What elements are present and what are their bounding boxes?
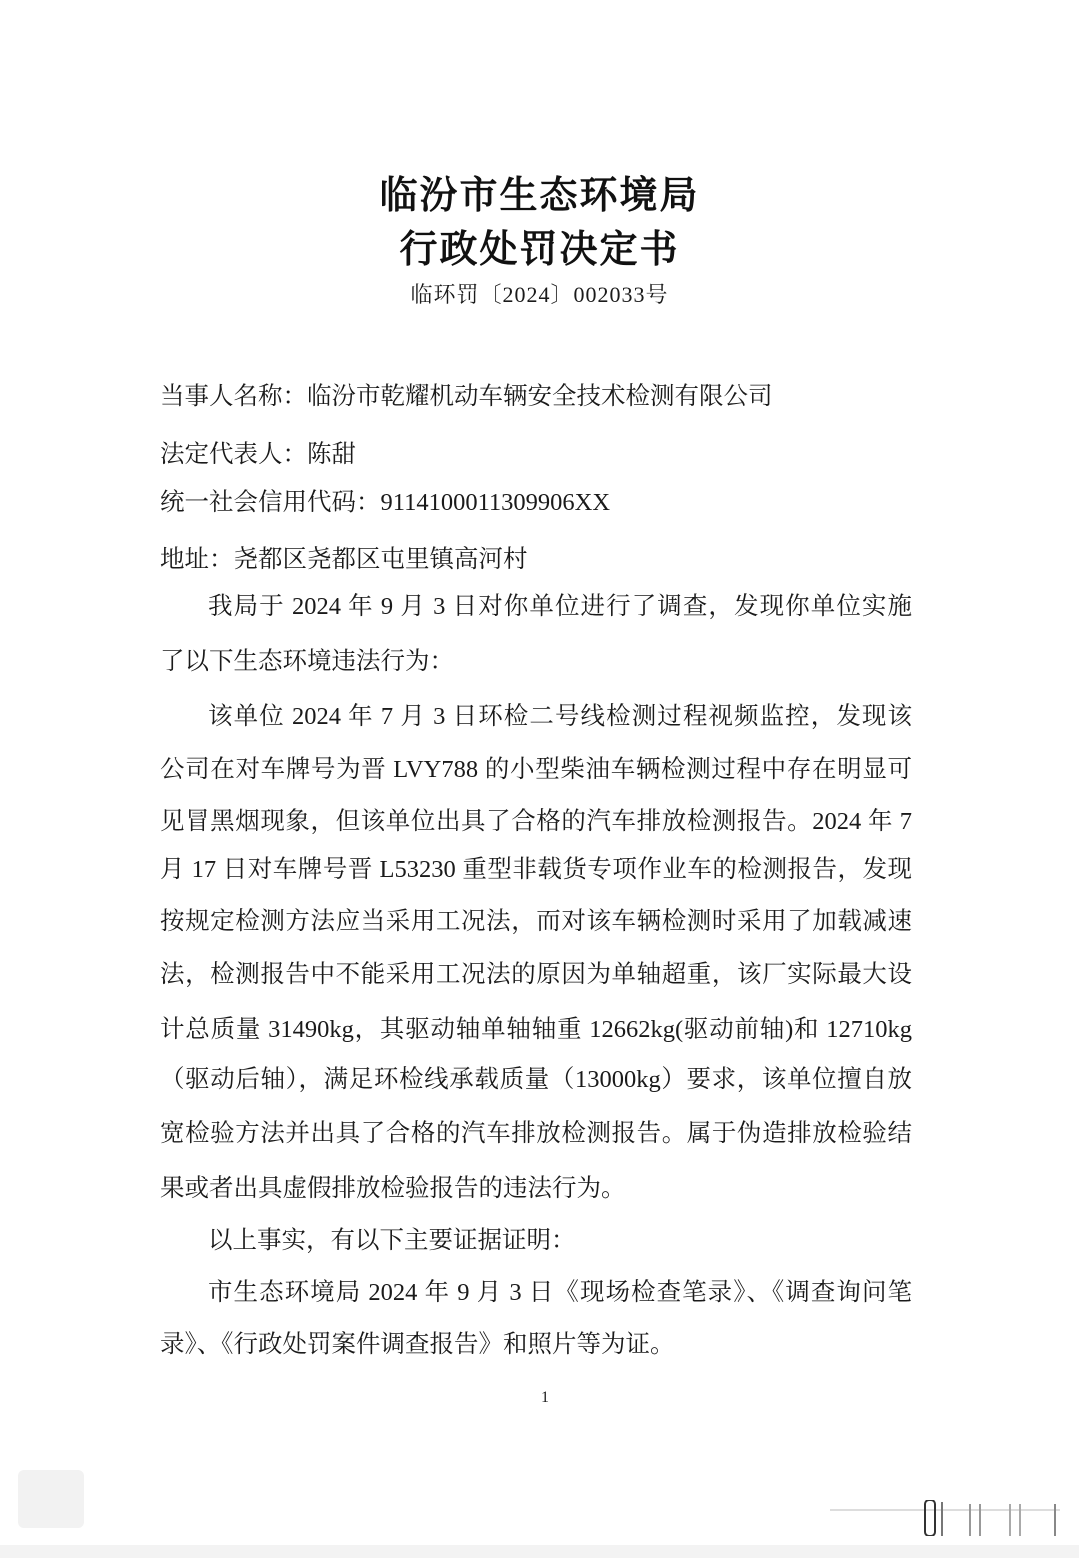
- body-line: 果或者出具虚假排放检验报告的违法行为。: [160, 1175, 626, 1202]
- body-line: 计总质量 31490kg，其驱动轴单轴轴重 12662kg(驱动前轴)和 12710kg: [160, 1016, 912, 1043]
- barcode-icon: [830, 1500, 1060, 1536]
- page-number: 1: [541, 1389, 549, 1406]
- body-line: 统一社会信用代码：9114100011309906XX: [160, 489, 611, 516]
- body-line: 法定代表人：陈甜: [160, 441, 356, 468]
- image-thumbnail-button[interactable]: [18, 1470, 84, 1528]
- body-line: 见冒黑烟现象，但该单位出具了合格的汽车排放检测报告。2024 年 7: [160, 808, 912, 835]
- body-line: 公司在对车牌号为晋 LVY788 的小型柴油车辆检测过程中存在明显可: [160, 756, 912, 783]
- body-line: 录》、《行政处罚案件调查报告》和照片等为证。: [160, 1331, 675, 1358]
- body-line: 以上事实，有以下主要证据证明：: [208, 1227, 576, 1254]
- body-line: 了以下生态环境违法行为：: [160, 648, 454, 675]
- body-line: 宽检验方法并出具了合格的汽车排放检测报告。属于伪造排放检验结: [160, 1120, 912, 1147]
- body-line: 我局于 2024 年 9 月 3 日对你单位进行了调查，发现你单位实施: [208, 593, 912, 620]
- body-line: 地址：尧都区尧都区屯里镇高河村: [160, 546, 528, 573]
- document-title-agency: 临汾市生态环境局: [379, 175, 700, 217]
- body-line: 法，检测报告中不能采用工况法的原因为单轴超重，该厂实际最大设: [160, 961, 912, 988]
- body-line: （驱动后轴），满足环检线承载质量（13000kg）要求，该单位擅自放: [160, 1066, 912, 1093]
- document-title-type: 行政处罚决定书: [399, 229, 680, 271]
- bottom-bar: [0, 1545, 1079, 1558]
- document-number: 临环罚〔2024〕002033号: [410, 282, 669, 307]
- body-line: 月 17 日对车牌号晋 L53230 重型非载货专项作业车的检测报告，发现: [160, 856, 912, 883]
- body-line: 按规定检测方法应当采用工况法，而对该车辆检测时采用了加载减速: [160, 908, 912, 935]
- body-line: 市生态环境局 2024 年 9 月 3 日《现场检查笔录》、《调查询问笔: [208, 1279, 912, 1306]
- body-line: 该单位 2024 年 7 月 3 日环检二号线检测过程视频监控，发现该: [208, 703, 912, 730]
- body-line: 当事人名称：临汾市乾耀机动车辆安全技术检测有限公司: [160, 383, 773, 410]
